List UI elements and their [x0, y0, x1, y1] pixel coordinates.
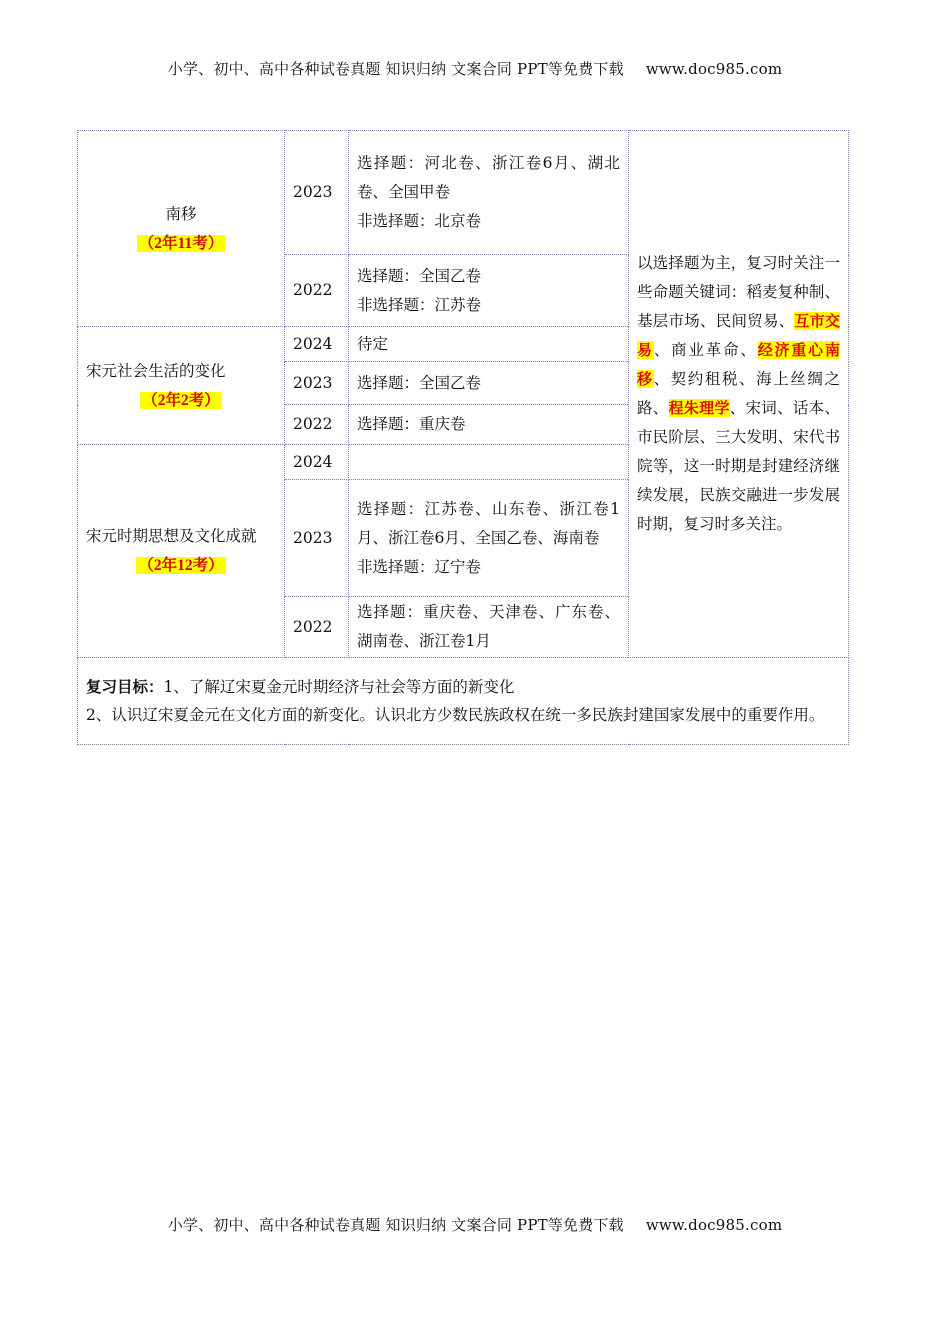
- exam-table: [77, 130, 849, 745]
- keyword-highlight: 互市交易: [637, 312, 840, 359]
- notes-text: 、契约租税、海上丝绸之路、: [637, 370, 840, 417]
- goal-line: 1、了解辽宋夏金元时期经济与社会等方面的新变化: [163, 678, 515, 696]
- year-cell: 2022: [285, 255, 349, 327]
- exams-cell: [349, 445, 629, 480]
- table-row: [78, 658, 849, 745]
- exam-count-badge: （2年2考）: [142, 391, 220, 409]
- exams-cell: [349, 131, 629, 255]
- keyword-highlight: 经济重心南移: [637, 341, 840, 388]
- exam-line: 非选择题：江苏卷: [357, 295, 482, 314]
- topic-cell: [78, 445, 285, 658]
- topic-cell: [78, 131, 285, 327]
- exam-count-badge: （2年12考）: [138, 557, 224, 574]
- exam-line: 选择题：重庆卷: [357, 415, 466, 433]
- notes-text: 、商业革命、: [653, 341, 758, 359]
- exams-cell: [349, 255, 629, 327]
- exam-line: 非选择题：辽宁卷: [357, 557, 482, 576]
- exam-line: 选择题：江苏卷、山东卷、浙江卷1月、浙江卷6月、全国乙卷、海南卷: [357, 499, 620, 547]
- page-footer: [0, 1214, 950, 1235]
- goals-label: 复习目标：: [86, 677, 164, 696]
- exams-cell: [349, 327, 629, 362]
- goal-line: 2、认识辽宋夏金元在文化方面的新变化。认识北方少数民族政权在统一多民族封建国家发展中的重要作用。: [86, 706, 825, 724]
- exam-line: 待定: [357, 334, 389, 353]
- exam-line: 选择题：河北卷、浙江卷6月、湖北卷、全国甲卷: [357, 154, 620, 201]
- exams-cell: [349, 362, 629, 405]
- exams-cell: [349, 405, 629, 445]
- notes-cell: [629, 131, 849, 658]
- table-row: [78, 131, 849, 255]
- year-cell: 2023: [285, 362, 349, 405]
- page-header: [0, 58, 950, 79]
- exam-line: 选择题：全国乙卷: [357, 266, 482, 285]
- year-cell: 2022: [285, 597, 349, 658]
- topic-title: 宋元时期思想及文化成就: [86, 527, 257, 545]
- topic-title: 宋元社会生活的变化: [86, 361, 226, 380]
- exam-line: 选择题：重庆卷、天津卷、广东卷、湖南卷、浙江卷1月: [357, 603, 620, 650]
- notes-text: 、宋词、话本、市民阶层、三大发明、宋代书院等，这一时期是封建经济继续发展，民族交融进一步发展时期，复习时多关注。: [637, 399, 840, 533]
- footer-url[interactable]: www.doc985.com: [645, 1216, 783, 1234]
- year-cell: 2023: [285, 131, 349, 255]
- keyword-highlight: 程朱理学: [668, 399, 730, 417]
- exam-count-badge: （2年11考）: [138, 234, 224, 252]
- year-cell: 2023: [285, 480, 349, 597]
- footer-text: 小学、初中、高中各种试卷真题 知识归纳 文案合同 PPT等免费下载: [167, 1216, 624, 1234]
- topic-cell: [78, 327, 285, 445]
- exam-line: 选择题：全国乙卷: [357, 373, 482, 392]
- notes-text: 以选择题为主，复习时关注一些命题关键词：稻麦复种制、基层市场、民间贸易、: [637, 254, 840, 330]
- header-url[interactable]: www.doc985.com: [645, 60, 783, 78]
- exams-cell: [349, 480, 629, 597]
- year-cell: 2024: [285, 327, 349, 362]
- topic-title: 南移: [165, 204, 197, 223]
- year-cell: 2024: [285, 445, 349, 480]
- review-goals-cell: [78, 658, 849, 745]
- exams-cell: [349, 597, 629, 658]
- header-text: 小学、初中、高中各种试卷真题 知识归纳 文案合同 PPT等免费下载: [167, 60, 624, 78]
- year-cell: 2022: [285, 405, 349, 445]
- exam-line: 非选择题：北京卷: [357, 212, 482, 230]
